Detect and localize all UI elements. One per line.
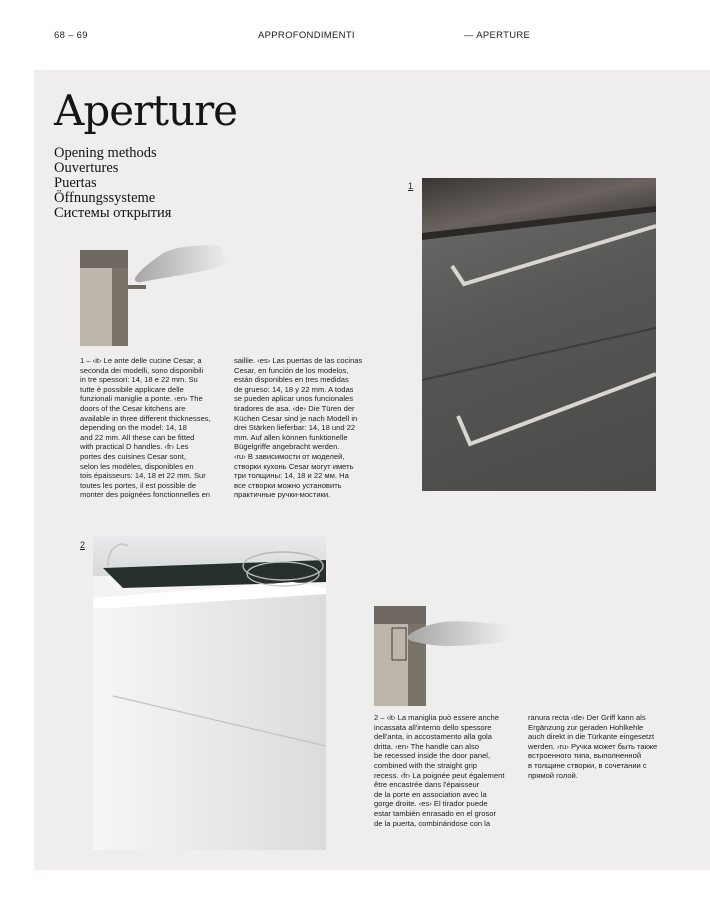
body-text-line: seconda dei modelli, sono disponibili	[80, 365, 204, 375]
body-text-line: estar también enrasado en el grosor	[374, 808, 496, 818]
d-handle-diagram	[80, 240, 240, 348]
body-text-line: 2 – ‹it› La maniglia può essere anche	[374, 713, 499, 722]
chapter-label: — APERTURE	[464, 30, 531, 41]
body-text-line: werden. ‹ru› Ручка может быть также	[528, 741, 658, 751]
body-text-line: практичные ручки-мостики.	[234, 490, 331, 500]
d-handle-top	[452, 226, 656, 284]
body-text-line: funzionali maniglie a ponte. ‹en› The	[80, 394, 203, 404]
body-text-line: with practical D handles. ‹fr› Les	[80, 442, 189, 452]
photo-d-handles-art	[422, 178, 656, 491]
body-text-line: gorge droite. ‹es› El tirador puede	[374, 799, 488, 809]
body-text-line: están disponibles en tres medidas	[234, 375, 349, 385]
body-text-line: Ergänzung zur geraden Hohlkehle	[528, 722, 644, 732]
worktop-block	[80, 250, 128, 268]
door-edge	[112, 268, 128, 346]
subtitle-list	[54, 146, 171, 221]
body-text-line: combined with the straight grip	[374, 760, 477, 770]
body-text-line: все створки можно установить	[234, 480, 342, 490]
body-text-line: ‹ru› В зависимости от моделей,	[234, 451, 345, 461]
body-text-line: Bügelgriffe angebracht werden.	[234, 442, 340, 452]
figure-1-number: 1	[408, 181, 414, 191]
page-numbers: 68 – 69	[54, 30, 88, 41]
text-block-2-col2	[528, 713, 678, 780]
body-text-line: de la porte en association avec la	[374, 789, 487, 799]
body-text-line: available in three different thicknesses,	[80, 413, 211, 423]
body-text-line: de la puerta, combinándose con la	[374, 818, 491, 828]
text-block-2-col1	[374, 713, 524, 828]
body-text-line: de grueso: 14, 18 y 22 mm. A todas	[234, 384, 354, 394]
text-block-1-col2	[234, 356, 384, 500]
body-text-line: monter des poignées fonctionnelles en	[80, 490, 211, 500]
door-panel	[80, 268, 112, 346]
subtitle-en: Opening methods	[54, 145, 157, 161]
body-text-line: dritta. ‹en› The handle can also	[374, 741, 479, 751]
photo-recessed-handle	[93, 536, 326, 850]
body-text-line: incassata all'interno dello spessore	[374, 722, 492, 732]
body-text-line: Cesar, en función de los modelos,	[234, 365, 349, 375]
page-title: Aperture	[54, 86, 238, 135]
door-panel	[374, 624, 408, 706]
body-text-line: в толщине створки, в сочетании с	[528, 760, 647, 770]
recessed-handle-diagram	[374, 602, 514, 708]
body-text-line: portes des cuisines Cesar sont,	[80, 451, 186, 461]
subtitle-de: Öffnungssysteme	[54, 190, 156, 206]
hand-icon	[135, 245, 230, 282]
d-handle-bottom	[458, 374, 656, 444]
body-text-line: створки кухонь Cesar могут иметь	[234, 461, 354, 471]
text-block-1-col1	[80, 356, 230, 500]
body-text-line: be recessed inside the door panel,	[374, 751, 491, 761]
white-cabinet	[93, 582, 326, 850]
body-text-line: recess. ‹fr› La poignée peut également	[374, 770, 505, 780]
body-text-line: ranura recta ‹de› Der Griff kann als	[528, 713, 646, 722]
body-text-line: être encastrée dans l'épaisseur	[374, 780, 480, 790]
body-text-line: and 22 mm. All these can be fitted	[80, 432, 195, 442]
photo-d-handles	[422, 178, 656, 491]
body-text-line: mm. Auf allen können funktionelle	[234, 432, 348, 442]
body-text-line: tutte è possibile applicare delle	[80, 384, 184, 394]
subtitle-fr: Ouvertures	[54, 160, 119, 176]
body-text-line: dell'anta, in accostamento alla gola	[374, 732, 492, 742]
body-text-line: 1 – ‹it› Le ante delle cucine Cesar, a	[80, 356, 202, 365]
body-text-line: tois épaisseurs: 14, 18 et 22 mm. Sur	[80, 471, 206, 481]
body-text-line: in tre spessori: 14, 18 e 22 mm. Su	[80, 375, 198, 385]
body-text-line: Küchen Cesar sind je nach Modell in	[234, 413, 358, 423]
body-text-line: auch direkt in die Türkante eingesetzt	[528, 732, 655, 742]
door-gap	[422, 328, 656, 380]
body-text-line: встроенного типа, выполненной	[528, 751, 642, 761]
body-text-line: saillie. ‹es› Las puertas de las cocinas	[234, 356, 363, 365]
body-text-line: drei Stärken lieferbar: 14, 18 und 22	[234, 423, 356, 433]
figure-2-number: 2	[80, 540, 86, 550]
body-text-line: прямой голой.	[528, 770, 578, 780]
d-handle	[128, 285, 146, 289]
worktop-block	[374, 606, 426, 624]
body-text-line: doors of the Cesar kitchens are	[80, 403, 186, 413]
subtitle-es: Puertas	[54, 175, 97, 191]
page-header	[0, 26, 710, 46]
section-label: APPROFONDIMENTI	[258, 30, 355, 41]
body-text-line: toutes les portes, il est possible de	[80, 480, 197, 490]
body-text-line: selon les modèles, disponibles en	[80, 461, 194, 471]
body-text-line: se pueden aplicar unos funcionales	[234, 394, 354, 404]
photo-recessed-handle-art	[93, 536, 326, 850]
body-text-line: три толщины: 14, 18 и 22 мм. На	[234, 471, 349, 481]
subtitle-ru: Системы открытия	[54, 205, 172, 221]
body-text-line: depending on the model: 14, 18	[80, 423, 187, 433]
body-text-line: tiradores de asa. ‹de› Die Türen der	[234, 403, 355, 413]
